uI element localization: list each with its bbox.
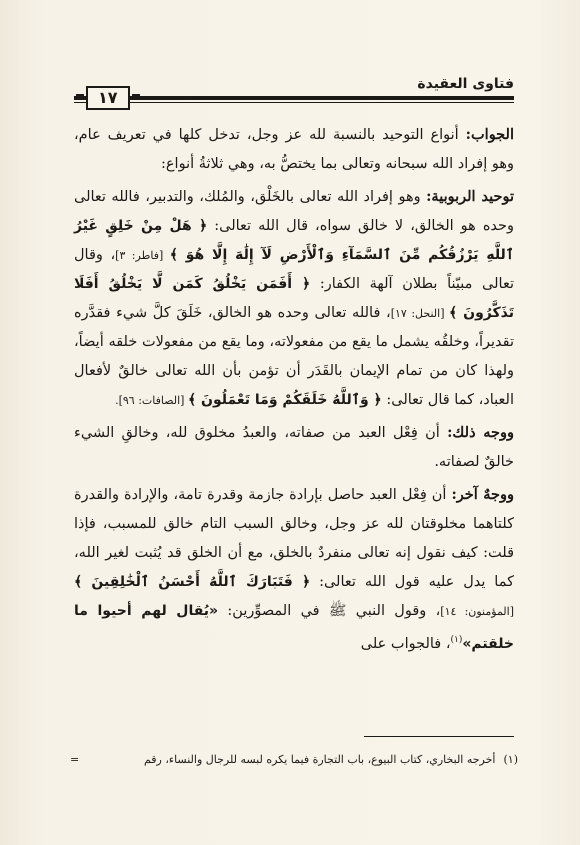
verse-reference: [فاطر: ٣] <box>115 249 170 262</box>
rububiyyah-paragraph <box>74 182 514 415</box>
paragraph-text: أن فِعْل العبد حاصل بإرادة جازمة وقدرة تامة، والإرادة والقدرة كلتاهما مخلوقتان لله عز وجل، وخالق السبب التام خالق للمسبب، فإذا قلت: كيف نقول إنه تعالى منفردٌ بالخلق، مع أن الخلق قد يُثبت لغير الله، كما يدل عليه قول الله تعالى: <box>74 487 514 590</box>
reason-paragraph <box>74 418 514 477</box>
another-reason-paragraph <box>74 480 514 659</box>
hadith-quote: «يُقال لهم أحيوا ما خلقتم» <box>74 603 514 652</box>
page-number: ١٧ <box>86 86 130 110</box>
quran-verse: ﴿ وَٱللَّهُ خَلَقَكُمْ وَمَا تَعْمَلُونَ ﴾ <box>187 392 382 408</box>
footnote-rule <box>364 736 514 737</box>
answer-paragraph <box>74 120 514 179</box>
quran-verse: ﴿ هَلْ مِنْ خَلِقٍ غَيْرُ ٱللَّهِ يَرْزُقُكُم مِّنَ ٱلسَّمَآءِ وَٱلْأَرْضِ لَآ إِلَٰهَ إِلَّا هُوَ ﴾ <box>74 218 514 263</box>
footnote <box>70 752 518 768</box>
paragraph-text: ، فالجواب على <box>360 635 451 652</box>
paragraph-lead: توحيد الربوبية: <box>426 188 514 205</box>
paragraph-lead: ووجه ذلك: <box>447 424 514 441</box>
paragraph-text: ، فالله تعالى وحده هو الخالق، خَلَقَ كلَّ شيء فقدَّره تقديراً، وخلقُه يشمل ما يقع من مفعولاته، وما يقع من مفعولات خلقه أيضاً، ولهذا كان من تمام الإيمان بالقَدَر أن تؤمن بأن الله تعالى خالقٌ لأفعال العباد، كما قال تعالى: <box>74 305 514 408</box>
paragraph-text: أن فِعْل العبد من صفاته، والعبدُ مخلوق لله، وخالقِ الشيء خالقٌ لصفاته. <box>74 425 514 470</box>
running-header <box>74 76 514 116</box>
footnote-continuation-mark: = <box>70 753 80 766</box>
page-body <box>74 120 514 659</box>
paragraph-lead: الجواب: <box>465 126 514 143</box>
footnote-number: (١) <box>503 753 518 766</box>
quran-verse: ﴿ فَتَبَارَكَ ٱللَّهُ أَحْسَنُ ٱلْخَٰلِقِينَ ﴾ <box>74 574 311 590</box>
paragraph-lead: ووجهٌ آخر: <box>451 486 514 503</box>
paragraph-text: ، وقال تعالى مبيّناً بطلان آلهة الكفار: <box>74 247 515 292</box>
paragraph-text: أنواع التوحيد بالنسبة لله عز وجل، تدخل كلها في تعريف عام، وهو إفراد الله سبحانه وتعالى بما يختصُّ به، وهي ثلاثةُ أنواع: <box>74 127 514 172</box>
footnote-marker[interactable]: (١) <box>450 635 463 645</box>
verse-reference: [النحل: ١٧] <box>390 307 450 320</box>
paragraph-text: ، وقول النبي ﷺ في المصوِّرين: <box>218 603 441 619</box>
header-rule <box>74 96 514 103</box>
verse-reference: [المؤمنون: ١٤] <box>440 605 515 618</box>
footnote-text: أخرجه البخاري، كتاب البيوع، باب التجارة فيما يكره لبسه للرجال والنساء، رقم <box>143 753 496 766</box>
quran-verse: ﴿ أَفَمَن يَخْلُقُ كَمَن لَّا يَخْلُقُ أَفَلَا تَذَكَّرُونَ ﴾ <box>74 276 514 321</box>
verse-reference: [الصافات: ٩٦]. <box>115 394 188 407</box>
header-title: فتاوى العقيدة <box>417 76 514 92</box>
paragraph-text: وهو إفراد الله تعالى بالخَلْق، والمُلك، والتدبير، فالله تعالى وحده هو الخالق، لا خالق سواه، قال الله تعالى: <box>74 189 514 234</box>
